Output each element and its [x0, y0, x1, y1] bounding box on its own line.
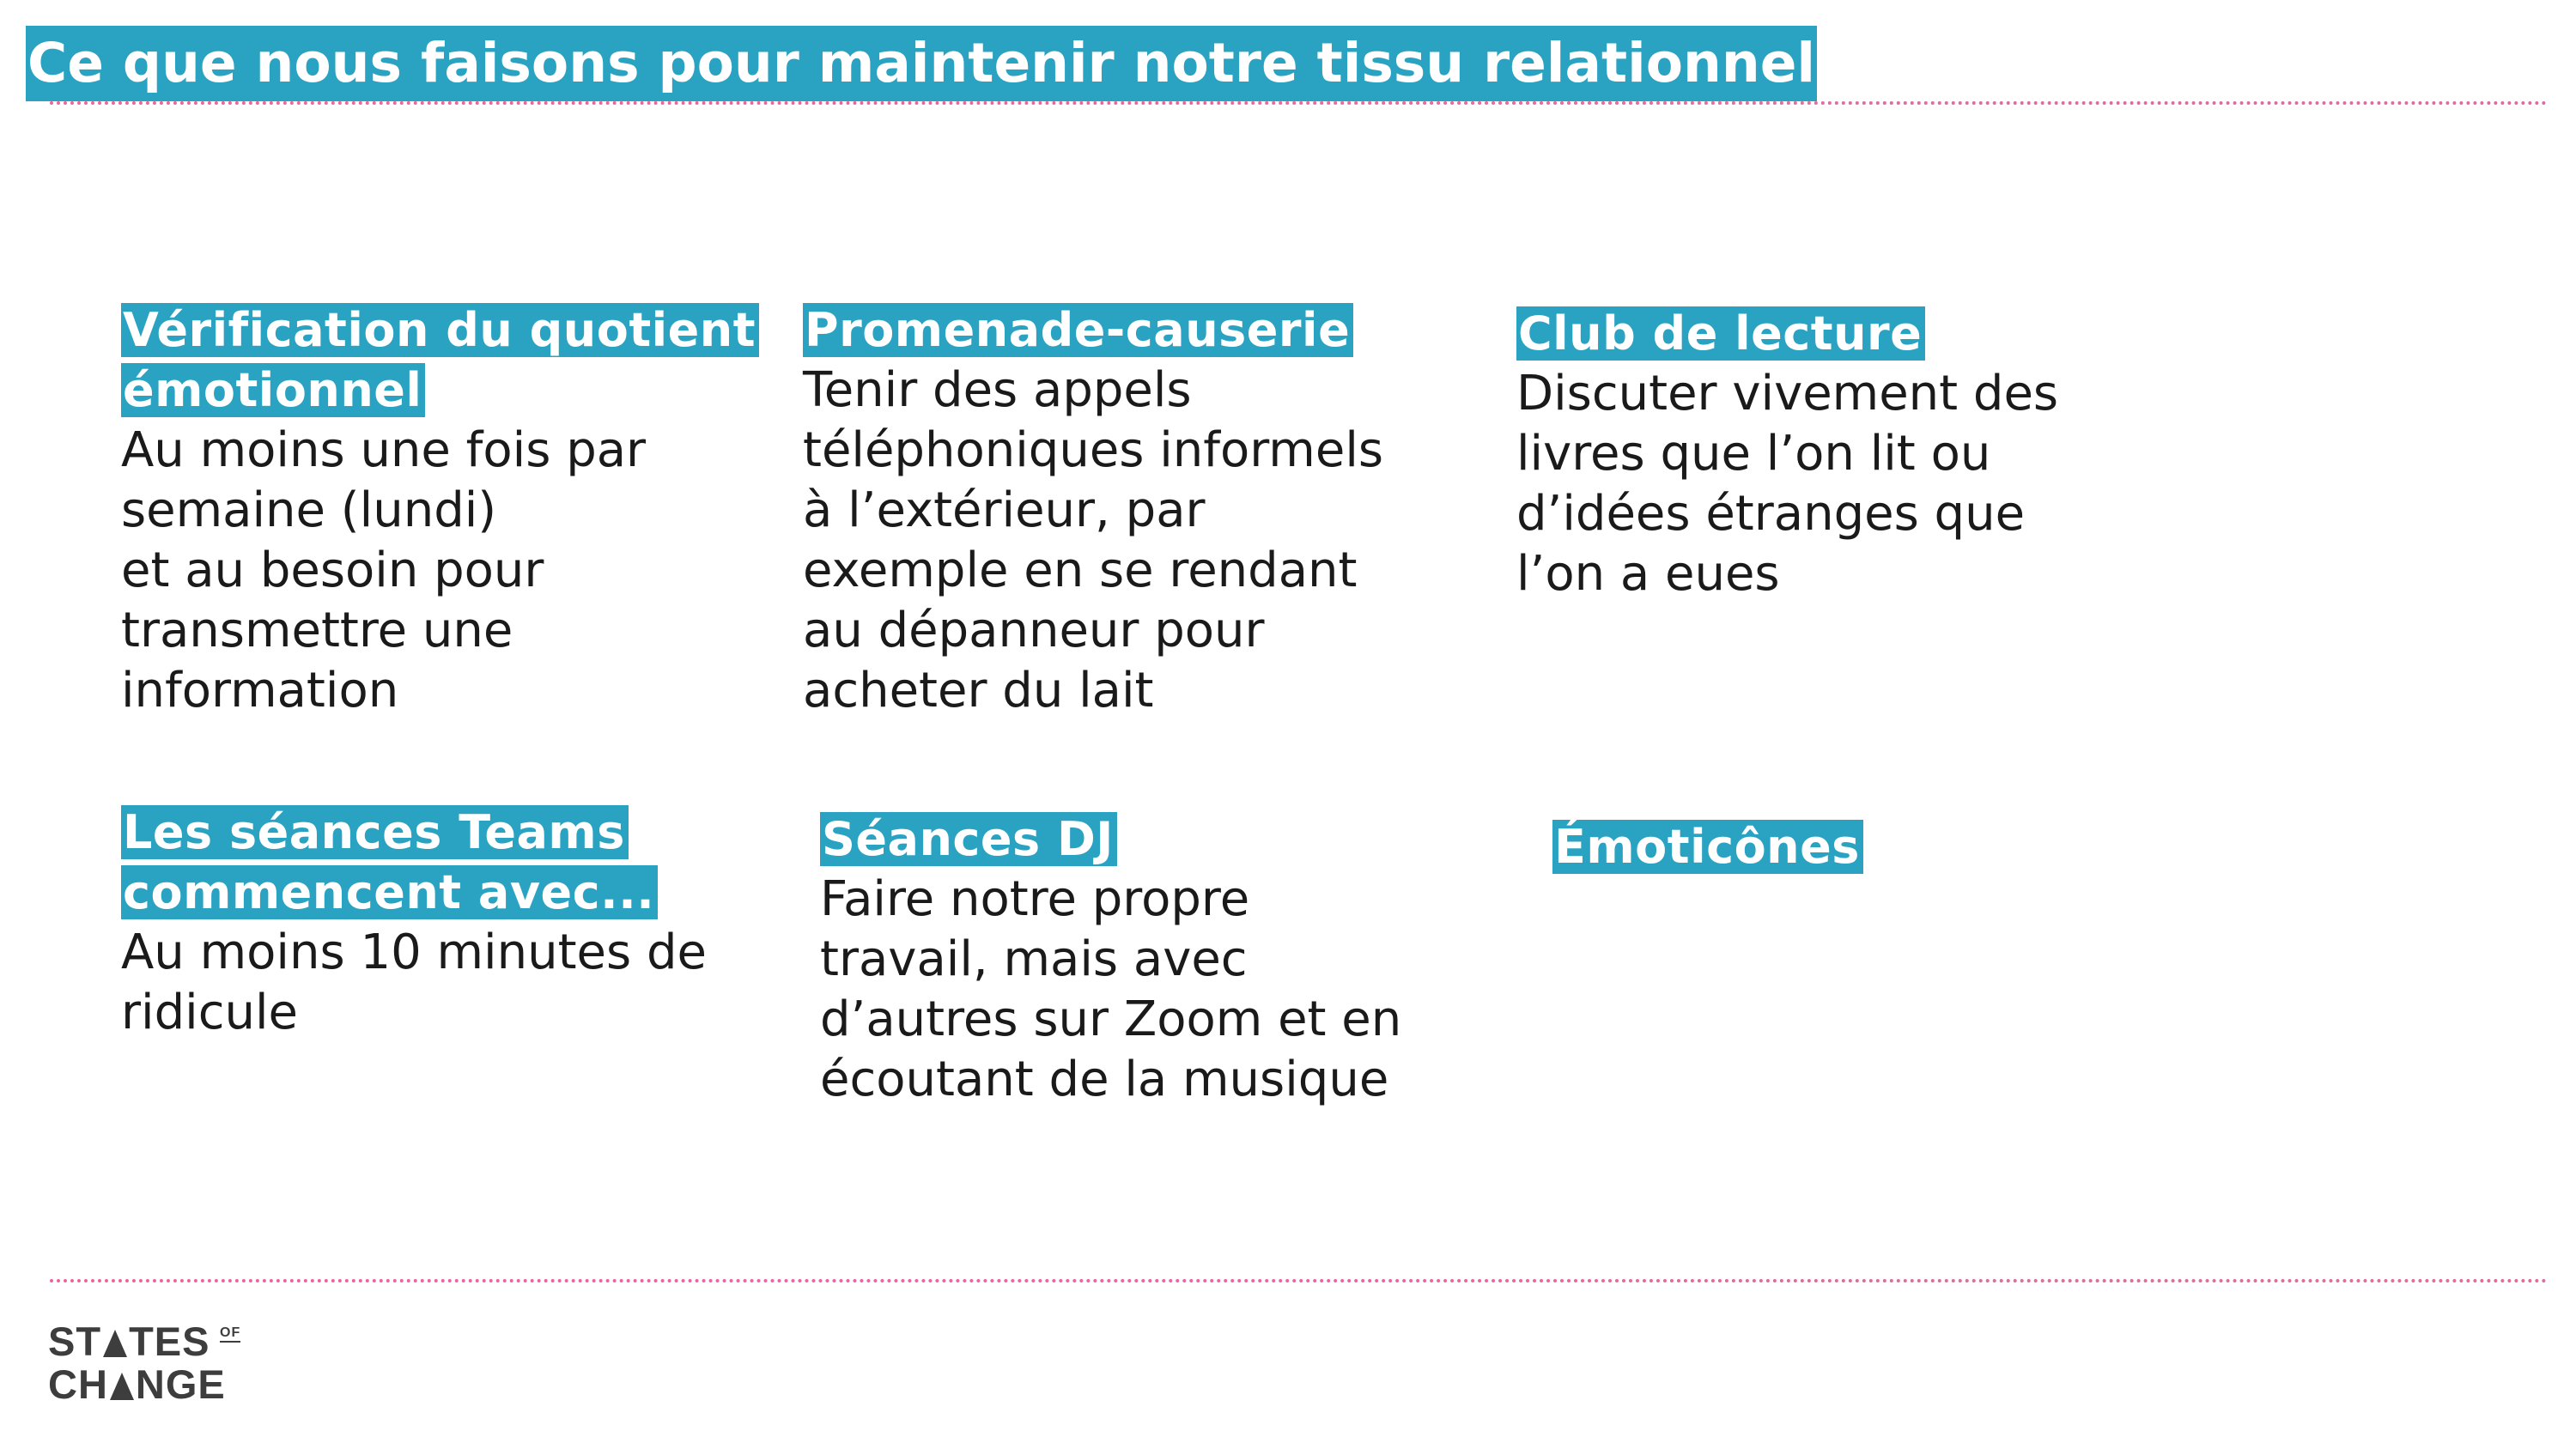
block-title-line: Émoticônes: [1552, 820, 1863, 874]
block-dj-sessions: [820, 809, 1473, 1110]
block-teams-sessions: [121, 803, 774, 1043]
logo-text: ST: [48, 1319, 102, 1364]
block-title: [820, 809, 1473, 870]
block-title: [121, 361, 774, 421]
triangle-icon: [109, 1372, 135, 1401]
logo-of: OF: [220, 1325, 240, 1343]
block-body: Faire notre propre travail, mais avec d’autres sur Zoom et en écoutant de la musique: [820, 871, 1402, 1107]
block-body: Discuter vivement des livres que l’on lit ou d’idées étranges que l’on a eues: [1516, 366, 2059, 602]
bottom-divider: [50, 1279, 2549, 1282]
slide-title: Ce que nous faisons pour maintenir notre tissu relationnel: [26, 26, 1817, 101]
top-divider: [50, 101, 2549, 105]
block-title-line: Vérification du quotient: [121, 303, 759, 357]
triangle-icon: [102, 1329, 128, 1358]
block-walk-talk: [803, 300, 1455, 721]
block-title: [803, 300, 1455, 361]
block-book-club: [1516, 304, 2169, 604]
block-title-line: émotionnel: [121, 363, 425, 417]
block-emotional-check: [121, 300, 774, 721]
block-title: [121, 803, 774, 863]
block-title-line: Les séances Teams: [121, 805, 629, 859]
logo-text: NGE: [135, 1361, 226, 1407]
block-title-line: commencent avec...: [121, 865, 658, 919]
block-title: [121, 300, 774, 361]
block-title-line: Séances DJ: [820, 812, 1117, 866]
block-body: Au moins 10 minutes de ridicule: [121, 925, 707, 1040]
block-title-line: Club de lecture: [1516, 306, 1925, 361]
block-title: [121, 863, 774, 923]
block-title: [1516, 304, 2169, 364]
block-body: Au moins une fois par semaine (lundi) et au besoin pour transmettre une information: [121, 422, 647, 718]
block-body: Tenir des appels téléphoniques informels à l’extérieur, par exemple en se rendant au dépanneur pour acheter du lait: [803, 362, 1384, 718]
logo-line-2: [48, 1363, 226, 1406]
logo-text: TES: [129, 1319, 210, 1364]
states-of-change-logo: [48, 1320, 254, 1406]
block-title: [1552, 817, 2205, 877]
logo-text: CH: [48, 1361, 108, 1407]
logo-line-1: [48, 1320, 210, 1363]
block-emoticons: [1552, 817, 2205, 877]
block-title-line: Promenade-causerie: [803, 303, 1353, 357]
